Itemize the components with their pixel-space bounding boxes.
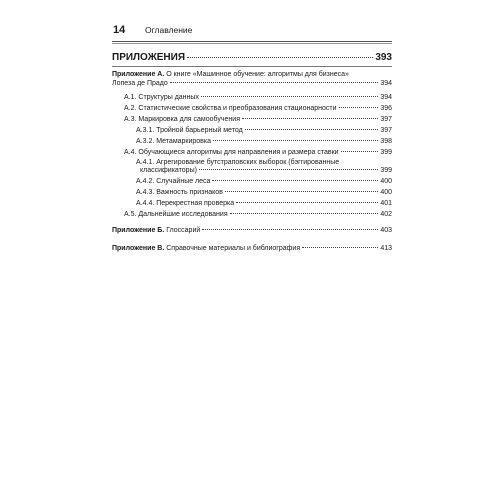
toc-entry-text: А.3. Маркировка для самообучения bbox=[124, 116, 240, 123]
toc-entry-a44[interactable] bbox=[136, 199, 392, 208]
leader-dots bbox=[339, 107, 379, 108]
toc-section-label: ПРИЛОЖЕНИЯ bbox=[112, 52, 186, 63]
leader-dots bbox=[213, 140, 378, 141]
appendix-c-title: Справочные материалы и библиография bbox=[164, 245, 301, 252]
leader-dots bbox=[242, 118, 378, 119]
toc-entry-text: А.4.2. Случайные леса bbox=[136, 178, 211, 185]
appendix-b-title: Глоссарий bbox=[164, 227, 201, 234]
leader-dots bbox=[199, 169, 378, 170]
toc-page: 413 bbox=[380, 245, 392, 252]
leader-dots bbox=[236, 202, 378, 203]
leader-dots bbox=[170, 82, 379, 83]
toc-entry-text: А.4.4. Перекрестная проверка bbox=[136, 200, 235, 207]
toc-entry-a1[interactable] bbox=[124, 93, 392, 102]
appendix-b-prefix: Приложение Б. bbox=[112, 227, 165, 234]
toc-entry-text: А.1. Структуры данных bbox=[124, 94, 199, 101]
toc-page: 402 bbox=[380, 211, 392, 218]
toc-page: 394 bbox=[380, 80, 392, 87]
toc-entry-text: А.3.1. Тройной барьерный метод bbox=[136, 127, 243, 134]
toc-page: 401 bbox=[380, 200, 392, 207]
toc-page: 396 bbox=[380, 105, 392, 112]
leader-dots bbox=[302, 247, 378, 248]
toc-appendix-a-line2[interactable] bbox=[112, 79, 392, 88]
toc-page: 400 bbox=[380, 189, 392, 196]
toc-entry-a43[interactable] bbox=[136, 188, 392, 197]
toc-entry-text: А.2. Статистические свойства и преобразования стационарности bbox=[124, 105, 337, 112]
section-rule bbox=[112, 66, 392, 67]
toc-entry-text: А.5. Дальнейшие исследования bbox=[124, 211, 228, 218]
toc-page: 403 bbox=[380, 227, 392, 234]
toc-entry-text: А.4.3. Важность признаков bbox=[136, 189, 223, 196]
toc-appendix-a-line1[interactable] bbox=[112, 70, 392, 79]
toc-entry-text: А.4.1. Агрегирование бутстраповских выборок (бэггированные bbox=[136, 159, 340, 166]
leader-dots bbox=[212, 180, 378, 181]
leader-dots bbox=[225, 191, 378, 192]
toc-entry-text: А.4. Обучающиеся алгоритмы для направления и размера ставки bbox=[124, 149, 339, 156]
toc-appendix-b[interactable] bbox=[112, 226, 392, 235]
toc-page: 393 bbox=[375, 52, 392, 63]
appendix-c-prefix: Приложение В. bbox=[112, 245, 165, 252]
toc-entry-a31[interactable] bbox=[136, 126, 392, 135]
running-title: Оглавление bbox=[145, 25, 193, 35]
leader-dots bbox=[202, 229, 378, 230]
toc-entry-text-cont: классификаторы) bbox=[140, 167, 197, 174]
appendix-a-title: О книге «Машинное обучение: алгоритмы для бизнеса» bbox=[164, 71, 349, 78]
toc-page: 400 bbox=[380, 178, 392, 185]
toc-entry-a42[interactable] bbox=[136, 177, 392, 186]
toc-page: 397 bbox=[380, 127, 392, 134]
toc-entry-a32[interactable] bbox=[136, 137, 392, 146]
toc-entry-a3[interactable] bbox=[124, 115, 392, 124]
leader-dots bbox=[245, 129, 379, 130]
leader-dots bbox=[230, 213, 379, 214]
leader-dots bbox=[341, 151, 379, 152]
toc-section-appendices[interactable] bbox=[112, 52, 392, 64]
appendix-a-prefix: Приложение А. bbox=[112, 71, 165, 78]
toc-page: 394 bbox=[380, 94, 392, 101]
leader-dots bbox=[201, 96, 378, 97]
toc-entry-a5[interactable] bbox=[124, 210, 392, 219]
page-number: 14 bbox=[113, 24, 126, 36]
toc-page: 398 bbox=[380, 138, 392, 145]
toc-entry-a41-line2[interactable] bbox=[140, 166, 392, 175]
toc-page: 399 bbox=[380, 167, 392, 174]
toc-appendix-c[interactable] bbox=[112, 244, 392, 253]
leader-dots bbox=[187, 57, 373, 58]
appendix-a-title-cont: Лопеза де Прадо bbox=[112, 80, 168, 87]
toc-page: 399 bbox=[380, 149, 392, 156]
toc-entry-a2[interactable] bbox=[124, 104, 392, 113]
toc-page: 397 bbox=[380, 116, 392, 123]
toc-entry-text: А.3.2. Метамаркировка bbox=[136, 138, 212, 145]
toc-entry-a4[interactable] bbox=[124, 148, 392, 157]
